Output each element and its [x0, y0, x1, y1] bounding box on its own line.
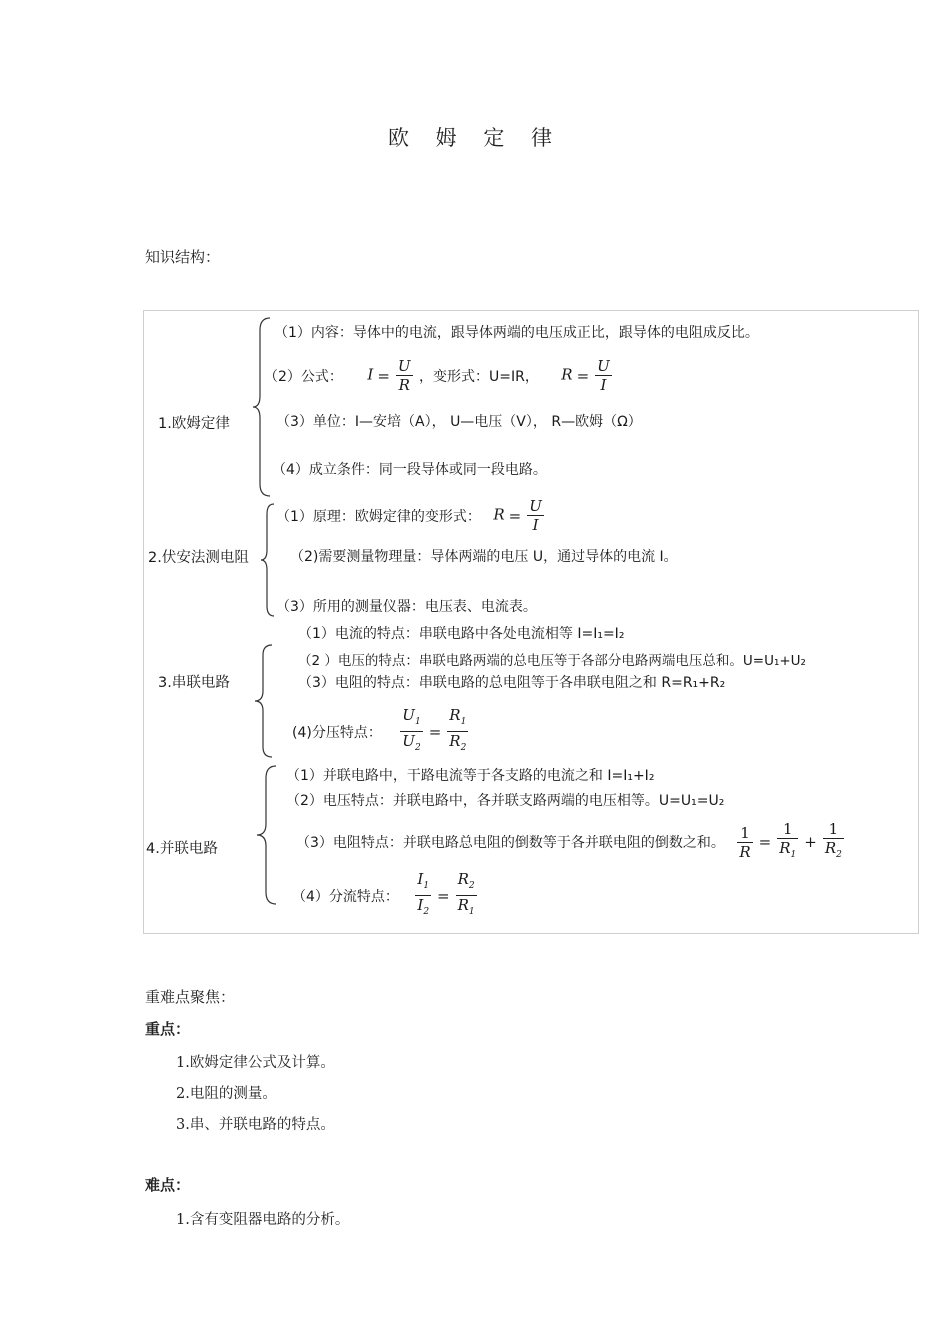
principle-r: R: [493, 505, 505, 524]
voltammetry-principle-row: [276, 497, 546, 543]
difficult-points-label: 难点：: [145, 1176, 191, 1194]
ratio-u1-sub: 1: [414, 717, 421, 727]
difficult-point-item: 1.含有变阻器电路的分析。: [176, 1212, 350, 1228]
principle-i: I: [532, 516, 539, 534]
ohms-law-content: （1）内容：导体中的电流，跟导体两端的电压成正比，跟导体的电阻成反比。: [274, 325, 759, 341]
voltammetry-measured-quantities: （2)需要测量物理量：导体两端的电压 U，通过导体的电流 I。: [290, 549, 678, 565]
principle-formula: R = $\frac{U}{I}$: [493, 497, 542, 534]
group-label-series: 3.串联电路: [158, 675, 230, 691]
div-i1-sub: 1: [423, 881, 430, 891]
div-r2: R: [457, 870, 469, 888]
div-i2: I: [417, 896, 424, 914]
ohms-law-formula-row: [264, 357, 614, 407]
ratio-r1: R: [449, 706, 461, 724]
brace-group-1: [252, 318, 272, 496]
series-divider-formula: $\frac{U_1}{U_2}$ = $\frac{R_1}{R_2}$: [402, 706, 467, 753]
formula-i: I: [367, 365, 374, 384]
formula-u: U: [397, 357, 411, 375]
plus-sign: +: [804, 833, 817, 851]
key-points-label: 重点：: [145, 1020, 191, 1038]
ohms-law-condition: （4）成立条件：同一段导体或同一段电路。: [272, 462, 547, 478]
series-resistance: （3）电阻的特点：串联电路的总电阻等于各串联电阻之和 R=R₁+R₂: [298, 675, 726, 691]
brace-group-4: [256, 766, 278, 904]
parallel-current: （1）并联电路中，干路电流等于各支路的电流之和 I=I₁+I₂: [286, 768, 655, 784]
div-i2-sub: 2: [423, 907, 430, 917]
ratio-r2-sub: 2: [460, 743, 467, 753]
brace-group-2: [260, 504, 276, 616]
parallel-resistance-formula: $\frac{1}{R}$ = $\frac{1}{R_1}$ + $\frac{1}{R_2}$: [739, 820, 842, 861]
variant-formula-label: ，变形式：U=IR，: [419, 368, 539, 385]
key-point-item: 1.欧姆定律公式及计算。: [176, 1055, 335, 1071]
series-divider-row: [292, 706, 470, 754]
recip-one-total: 1: [737, 824, 752, 843]
formula-r: R: [398, 376, 410, 394]
formula-i-equals-u-over-r: I = $\frac{U}{R}$: [367, 357, 411, 394]
focus-heading: 重难点聚焦：: [145, 988, 236, 1006]
recip-one-r1: 1: [777, 820, 798, 839]
parallel-resistance-row: [296, 820, 846, 870]
series-current: （1）电流的特点：串联电路中各处电流相等 I=I₁=I₂: [298, 626, 625, 642]
page-title: 欧 姆 定 律: [387, 126, 563, 150]
series-voltage: （2 ）电压的特点：串联电路两端的总电压等于各部分电路两端电压总和。U=U₁+U₂: [298, 653, 806, 669]
key-point-item: 2.电阻的测量。: [176, 1086, 277, 1102]
recip-one-r2: 1: [823, 820, 844, 839]
parallel-divider-row: [292, 870, 479, 920]
parallel-divider-label: （4）分流特点：: [292, 888, 399, 905]
ratio-r2: R: [449, 732, 461, 750]
principle-u: U: [529, 497, 542, 515]
parallel-voltage: （2）电压特点：并联电路中，各并联支路两端的电压相等。U=U₁=U₂: [286, 793, 725, 809]
parallel-resistance: （3）电阻特点：并联电路总电阻的倒数等于各并联电阻的倒数之和。: [296, 835, 725, 851]
parallel-divider-formula: $\frac{I_1}{I_2}$ = $\frac{R_2}{R_1}$: [417, 870, 475, 917]
recip-r2: R: [824, 839, 837, 857]
recip-r2-sub: 2: [836, 850, 842, 860]
recip-r-total: R: [739, 842, 751, 861]
knowledge-structure-heading: 知识结构：: [145, 248, 221, 266]
ohms-law-units: （3）单位：I—安培（A）， U—电压（V）， R—欧姆（Ω）: [276, 414, 642, 430]
ratio-u1: U: [402, 706, 415, 724]
div-r1-sub: 1: [468, 907, 475, 917]
brace-group-3: [254, 645, 274, 757]
recip-r1: R: [779, 839, 791, 857]
formula-r-equals-u-over-i: R = $\frac{U}{I}$: [561, 357, 610, 394]
div-r2-sub: 2: [468, 881, 475, 891]
group-label-parallel: 4.并联电路: [146, 841, 218, 857]
formula-label: （2）公式：: [264, 368, 343, 385]
recip-r1-sub: 1: [790, 850, 797, 860]
formula-r-lhs: R: [561, 365, 573, 384]
voltammetry-principle: （1）原理：欧姆定律的变形式：: [276, 508, 481, 525]
voltammetry-instruments: （3）所用的测量仪器：电压表、电流表。: [276, 599, 537, 615]
series-divider-label: (4)分压特点：: [292, 724, 382, 741]
key-point-item: 3.串、并联电路的特点。: [176, 1117, 335, 1133]
ratio-r1-sub: 1: [460, 717, 467, 727]
group-label-ohms-law: 1.欧姆定律: [158, 416, 230, 432]
ratio-u2-sub: 2: [414, 743, 421, 753]
div-i1: I: [417, 870, 424, 888]
div-r1: R: [457, 896, 469, 914]
ratio-u2: U: [402, 732, 415, 750]
formula-u-num: U: [597, 357, 610, 375]
formula-i-den: I: [600, 376, 607, 394]
group-label-voltammetry: 2.伏安法测电阻: [148, 550, 249, 566]
